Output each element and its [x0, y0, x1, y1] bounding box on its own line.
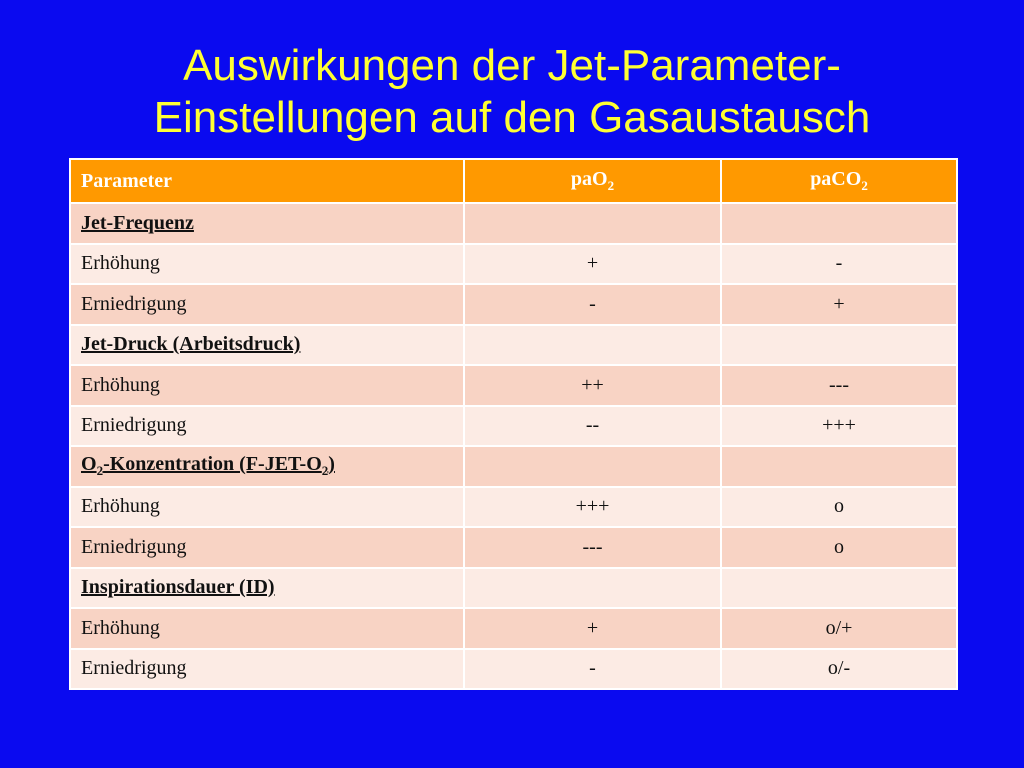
- table-row: [70, 284, 957, 325]
- row-paco2: ---: [721, 365, 957, 406]
- header-parameter: Parameter: [70, 159, 464, 203]
- row-label: Erhöhung: [70, 244, 464, 285]
- row-label: Erniedrigung: [70, 527, 464, 568]
- row-pao2: ---: [464, 527, 721, 568]
- row-pao2: [464, 203, 721, 244]
- row-paco2: [721, 325, 957, 366]
- row-paco2: -: [721, 244, 957, 285]
- slide-title: [0, 40, 1024, 144]
- row-label: Erhöhung: [70, 608, 464, 649]
- table-row: [70, 487, 957, 528]
- table-row: [70, 527, 957, 568]
- row-paco2: o: [721, 487, 957, 528]
- row-pao2: [464, 446, 721, 487]
- table-row: [70, 568, 957, 609]
- row-pao2: --: [464, 406, 721, 447]
- table-row: [70, 203, 957, 244]
- row-pao2: +: [464, 244, 721, 285]
- row-label: Inspirationsdauer (ID): [70, 568, 464, 609]
- row-label: Erniedrigung: [70, 649, 464, 690]
- row-label: Jet-Frequenz: [70, 203, 464, 244]
- row-paco2: o/-: [721, 649, 957, 690]
- table-row: [70, 649, 957, 690]
- jet-parameter-table: [69, 158, 958, 690]
- row-pao2: +++: [464, 487, 721, 528]
- slide-title-line-2: Einstellungen auf den Gasaustausch: [153, 93, 871, 142]
- row-paco2: +: [721, 284, 957, 325]
- row-label: Erhöhung: [70, 487, 464, 528]
- row-pao2: ++: [464, 365, 721, 406]
- table-row: [70, 406, 957, 447]
- row-pao2: [464, 325, 721, 366]
- row-paco2: [721, 203, 957, 244]
- row-label: $O_2$-Konzentration $(F-JET-O_2)$: [70, 446, 464, 487]
- table-row: [70, 365, 957, 406]
- row-paco2: o/+: [721, 608, 957, 649]
- table-row: [70, 608, 957, 649]
- row-pao2: -: [464, 649, 721, 690]
- row-pao2: +: [464, 608, 721, 649]
- header-paco2: paCO$_2$: [721, 159, 957, 203]
- row-label: Erniedrigung: [70, 406, 464, 447]
- slide-title-line-1: Auswirkungen der Jet-Parameter-: [183, 41, 841, 90]
- table-row: [70, 325, 957, 366]
- row-paco2: [721, 568, 957, 609]
- row-label: Erniedrigung: [70, 284, 464, 325]
- row-paco2: [721, 446, 957, 487]
- row-pao2: -: [464, 284, 721, 325]
- row-label: Jet-Druck (Arbeitsdruck): [70, 325, 464, 366]
- row-paco2: o: [721, 527, 957, 568]
- table-header-row: [70, 159, 957, 203]
- row-paco2: +++: [721, 406, 957, 447]
- row-label: Erhöhung: [70, 365, 464, 406]
- header-pao2: paO$_2$: [464, 159, 721, 203]
- table-row: [70, 446, 957, 487]
- table-row: [70, 244, 957, 285]
- row-pao2: [464, 568, 721, 609]
